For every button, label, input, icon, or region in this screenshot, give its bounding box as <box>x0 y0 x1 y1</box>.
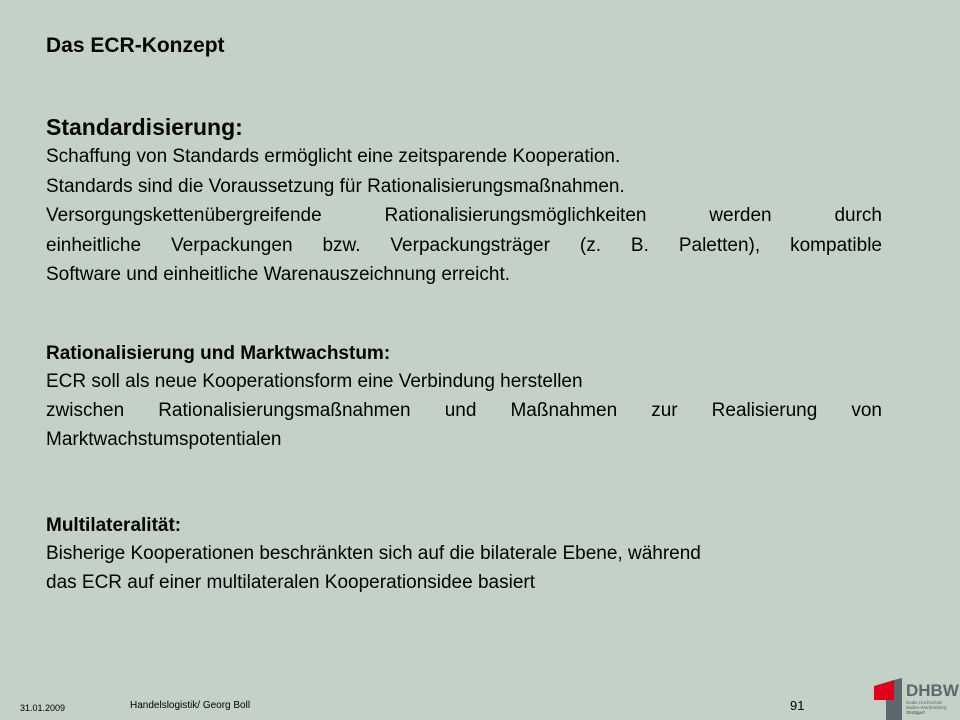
body-line: Schaffung von Standards ermöglicht eine zeitsparende Kooperation. <box>46 146 621 167</box>
slide-title: Das ECR-Konzept <box>46 34 225 57</box>
section-rationalisierung <box>46 340 882 454</box>
section-heading: Rationalisierung und Marktwachstum: <box>46 343 391 364</box>
body-line: zwischen Rationalisierungsmaßnahmen und Maßnahmen zur Realisierung von <box>46 400 882 421</box>
body-line: ECR soll als neue Kooperationsform eine Verbindung herstellen <box>46 371 583 392</box>
body-line: das ECR auf einer multilateralen Kooperationsidee basiert <box>46 572 535 593</box>
logo-mark-gray-base <box>886 700 894 720</box>
logo-line-3: Stuttgart <box>906 710 925 715</box>
body-line: einheitliche Verpackungen bzw. Verpackungsträger (z. B. Paletten), kompatible <box>46 234 882 256</box>
footer-source: Handelslogistik/ Georg Boll <box>130 700 251 711</box>
body-line: Marktwachstumspotentialen <box>46 429 282 450</box>
page-number: 91 <box>790 698 805 713</box>
logo-mark-gray <box>894 678 902 720</box>
dhbw-logo <box>872 674 960 720</box>
section-multilateralitaet <box>46 512 882 597</box>
logo-wordmark: DHBW <box>906 681 959 700</box>
section-heading: Multilateralität: <box>46 515 182 536</box>
section-standardisierung <box>46 112 882 290</box>
footer-date: 31.01.2009 <box>20 703 66 713</box>
logo-mark-red <box>874 680 894 700</box>
body-line: Software und einheitliche Warenauszeichnung erreicht. <box>46 264 511 285</box>
body-line: Standards sind die Voraussetzung für Rationalisierungsmaßnahmen. <box>46 175 625 197</box>
body-line: Versorgungskettenübergreifende Rationalisierungsmöglichkeiten werden durch <box>46 205 882 226</box>
body-line: Bisherige Kooperationen beschränkten sich auf die bilaterale Ebene, während <box>46 543 701 564</box>
logo-line-1: Duale Hochschule <box>906 700 943 705</box>
logo-line-2: Baden-Württemberg <box>906 705 947 710</box>
section-heading: Standardisierung: <box>46 114 243 140</box>
